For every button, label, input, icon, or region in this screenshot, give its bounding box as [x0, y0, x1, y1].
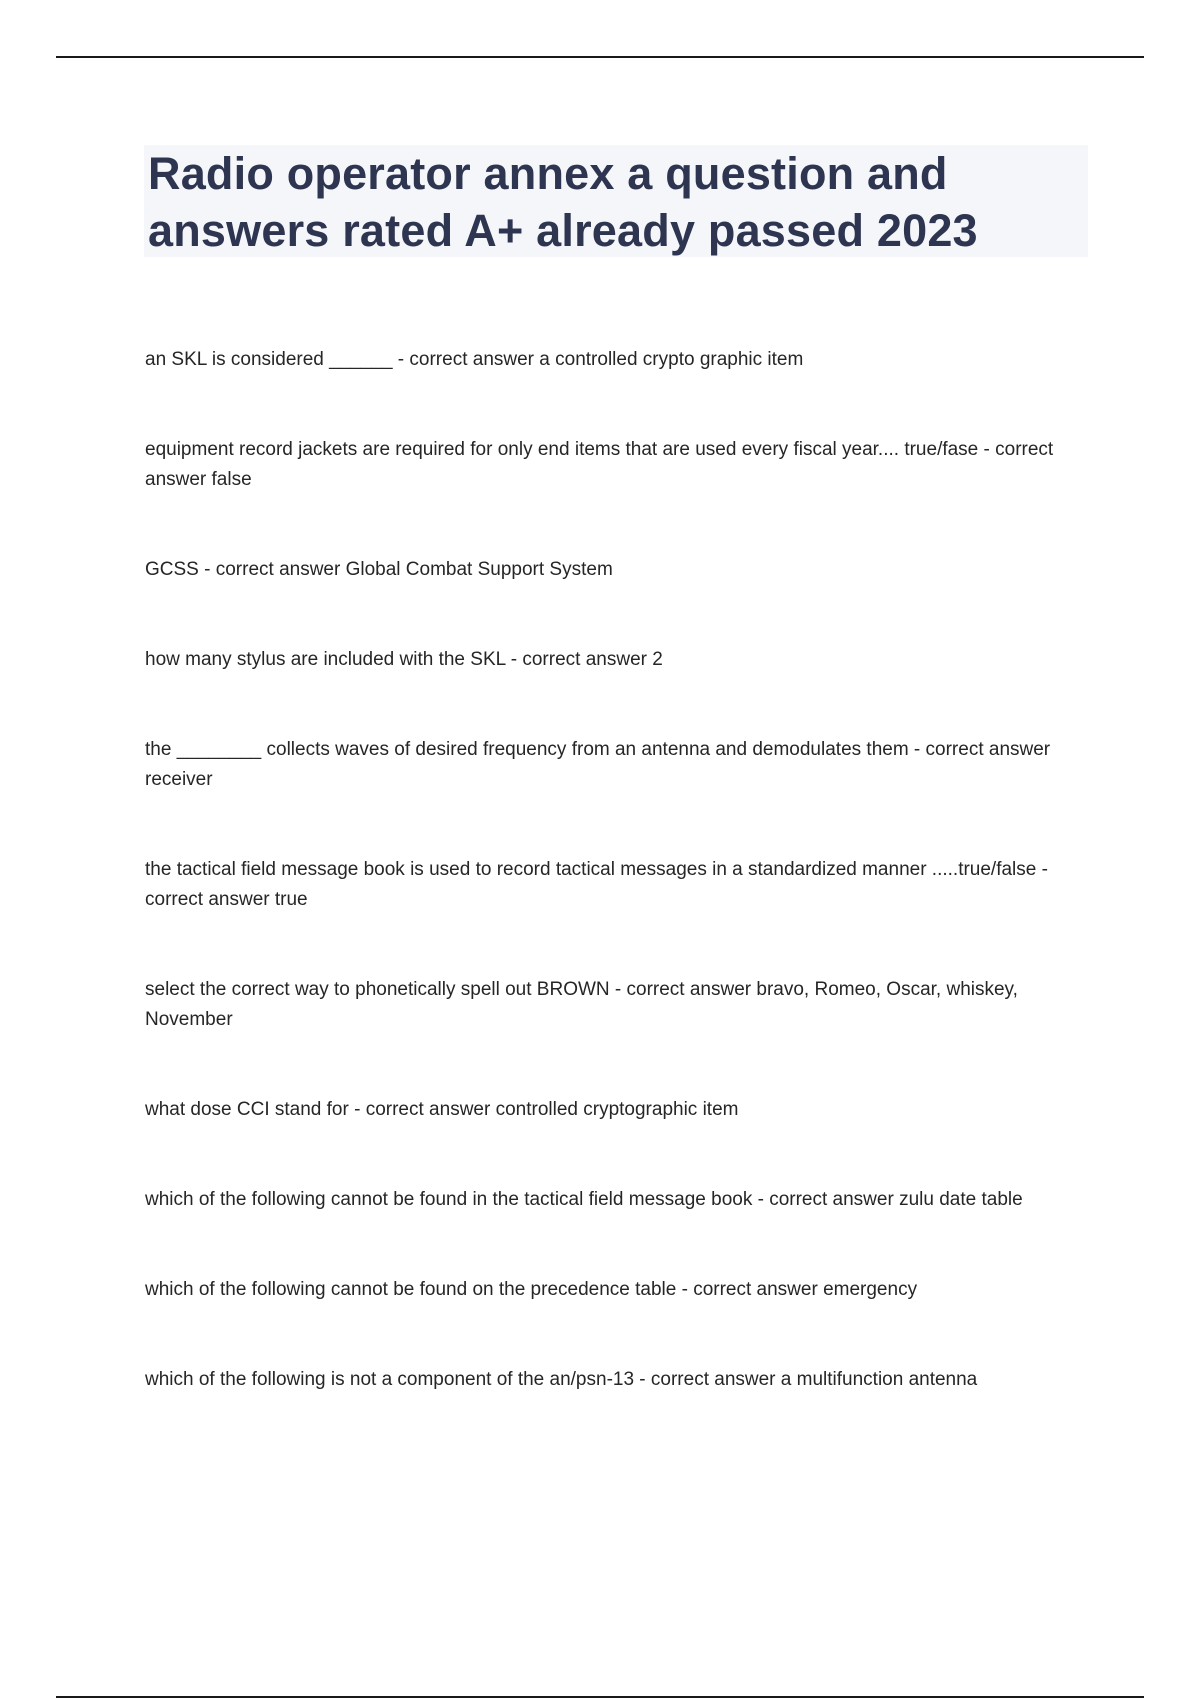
bottom-divider	[56, 1696, 1144, 1698]
qa-item: how many stylus are included with the SKL - correct answer 2	[145, 649, 663, 670]
qa-list	[145, 345, 1075, 1395]
qa-item: equipment record jackets are required for only end items that are used every fiscal year.... true/fase - correct answer false	[145, 439, 1054, 490]
qa-item: select the correct way to phonetically spell out BROWN - correct answer bravo, Romeo, Oscar, whiskey, November	[145, 979, 1018, 1030]
qa-item: an SKL is considered ______ - correct answer a controlled crypto graphic item	[145, 349, 804, 370]
qa-item: what dose CCI stand for - correct answer controlled cryptographic item	[145, 1099, 739, 1120]
top-divider	[56, 56, 1144, 58]
qa-item: the ________ collects waves of desired frequency from an antenna and demodulates them - correct answer receiver	[145, 739, 1051, 790]
qa-item: GCSS - correct answer Global Combat Support System	[145, 559, 613, 580]
qa-item: which of the following cannot be found in the tactical field message book - correct answer zulu date table	[145, 1189, 1023, 1210]
qa-item: which of the following cannot be found on the precedence table - correct answer emergency	[145, 1279, 918, 1300]
qa-item: which of the following is not a component of the an/psn-13 - correct answer a multifunction antenna	[145, 1369, 978, 1390]
document-title: Radio operator annex a question and answers rated A+ already passed 2023	[148, 148, 978, 256]
qa-item: the tactical field message book is used to record tactical messages in a standardized manner .....true/false - correct answer true	[145, 859, 1048, 910]
title-banner	[144, 145, 1088, 257]
